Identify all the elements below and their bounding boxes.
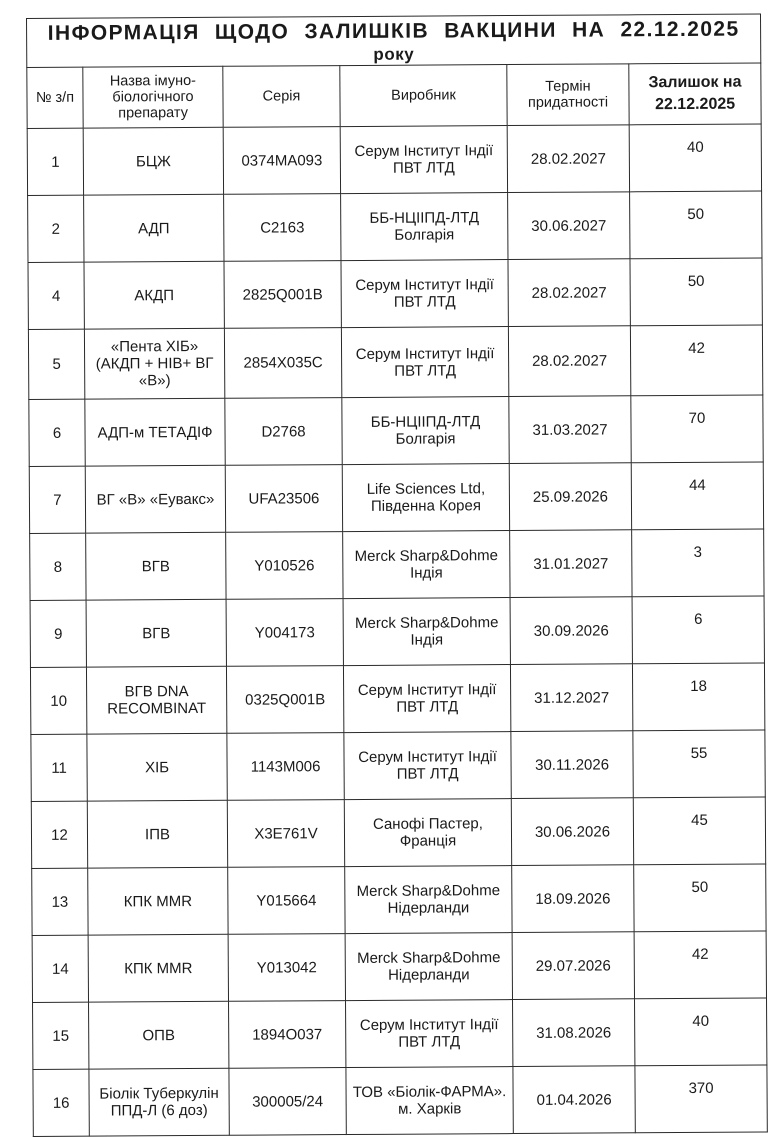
expiry-date-cell: 31.01.2027 <box>510 530 632 598</box>
preparation-name-cell: «Пента ХІБ» (АКДП + HIB+ ВГ «В») <box>84 328 224 399</box>
manufacturer-cell: Merck Sharp&Dohme Нідерланди <box>345 866 512 934</box>
header-series: Серія <box>223 66 340 128</box>
preparation-name-cell: ВГВ <box>86 599 226 667</box>
row-number-cell: 16 <box>33 1069 89 1136</box>
table-row <box>27 124 761 195</box>
title-cell <box>27 14 761 67</box>
manufacturer-cell: Серум Інститут Індії ПВТ ЛТД <box>341 327 508 398</box>
manufacturer-cell: Серум Інститут Індії ПВТ ЛТД <box>341 260 508 328</box>
series-cell: D2768 <box>225 398 342 466</box>
row-number-cell: 7 <box>29 466 85 533</box>
preparation-name-cell: ІПВ <box>87 800 227 868</box>
row-number-cell: 15 <box>33 1002 89 1069</box>
header-preparation-name: Назва імуно-біологічного препарату <box>83 66 223 128</box>
balance-cell: 42 <box>634 931 766 999</box>
preparation-name-cell: АДП-м ТЕТАДІФ <box>85 398 225 466</box>
series-cell: 2825Q001B <box>224 261 341 329</box>
expiry-date-cell: 30.06.2027 <box>508 192 630 260</box>
table-row <box>31 730 765 801</box>
manufacturer-cell: Серум Інститут Індії ПВТ ЛТД <box>343 665 510 733</box>
row-number-cell: 11 <box>31 734 87 801</box>
expiry-date-cell: 25.09.2026 <box>509 463 631 531</box>
balance-cell: 40 <box>635 998 767 1066</box>
manufacturer-cell: Merck Sharp&Dohme Нідерланди <box>345 933 512 1001</box>
manufacturer-cell: Life Sciences Ltd, Південна Корея <box>342 464 509 532</box>
row-number-cell: 1 <box>27 128 83 195</box>
row-number-cell: 8 <box>30 533 86 600</box>
series-cell: 1894O037 <box>229 1001 346 1069</box>
expiry-date-cell: 31.12.2027 <box>510 664 632 732</box>
header-expiry: Термін придатності <box>507 64 629 126</box>
series-cell: 300005/24 <box>229 1068 346 1136</box>
vaccine-stock-document <box>26 14 767 1137</box>
row-number-cell: 4 <box>28 262 84 329</box>
series-cell: Y015664 <box>228 867 345 935</box>
table-row <box>31 797 765 868</box>
manufacturer-cell: Серум Інститут Індії ПВТ ЛТД <box>346 1000 513 1068</box>
preparation-name-cell: КПК MMR <box>88 934 228 1002</box>
table-row <box>28 258 762 329</box>
expiry-date-cell: 28.02.2027 <box>507 125 629 193</box>
series-cell: 2854X035C <box>224 328 341 399</box>
expiry-date-cell: 30.06.2026 <box>511 798 633 866</box>
balance-cell: 3 <box>632 529 764 597</box>
row-number-cell: 14 <box>32 935 88 1002</box>
preparation-name-cell: ВГ «В» «Еувакс» <box>85 465 225 533</box>
expiry-date-cell: 28.02.2027 <box>508 259 630 327</box>
preparation-name-cell: АДП <box>84 194 224 262</box>
series-cell: X3E761V <box>227 800 344 868</box>
preparation-name-cell: АКДП <box>84 261 224 329</box>
expiry-date-cell: 28.02.2027 <box>508 326 630 397</box>
balance-cell: 18 <box>632 663 764 731</box>
table-row <box>28 325 762 399</box>
row-number-cell: 10 <box>30 667 86 734</box>
table-row <box>29 395 763 466</box>
row-number-cell: 6 <box>29 399 85 466</box>
row-number-cell: 9 <box>30 600 86 667</box>
manufacturer-cell: ББ-НЦІІПД-ЛТД Болгарія <box>342 397 509 465</box>
series-cell: 0325Q001B <box>226 666 343 734</box>
balance-cell: 50 <box>630 191 762 259</box>
table-row <box>28 191 762 262</box>
preparation-name-cell: ОПВ <box>89 1001 229 1069</box>
row-number-cell: 12 <box>31 801 87 868</box>
preparation-name-cell: ВГВ <box>86 532 226 600</box>
row-number-cell: 2 <box>28 195 84 262</box>
table-row <box>30 596 764 667</box>
document-title: ІНФОРМАЦІЯ ЩОДО ЗАЛИШКІВ ВАКЦИНИ НА 22.12.2025 <box>47 17 740 45</box>
manufacturer-cell: Серум Інститут Індії ПВТ ЛТД <box>340 126 507 194</box>
series-cell: C2163 <box>224 194 341 262</box>
preparation-name-cell: Біолік Туберкулін ППД-Л (6 доз) <box>89 1068 229 1136</box>
vaccine-stock-table <box>26 14 768 1137</box>
expiry-date-cell: 31.08.2026 <box>513 999 635 1067</box>
row-number-cell: 13 <box>32 868 88 935</box>
table-row <box>30 529 764 600</box>
preparation-name-cell: БЦЖ <box>83 127 223 195</box>
balance-cell: 44 <box>631 462 763 530</box>
series-cell: 0374MA093 <box>223 127 340 195</box>
manufacturer-cell: Merck Sharp&Dohme Індія <box>343 531 510 599</box>
document-title-suffix: року <box>373 44 415 64</box>
expiry-date-cell: 30.09.2026 <box>510 597 632 665</box>
manufacturer-cell: Санофі Пастер, Франція <box>344 799 511 867</box>
balance-cell: 55 <box>633 730 765 798</box>
series-cell: Y010526 <box>226 532 343 600</box>
table-row <box>30 663 764 734</box>
preparation-name-cell: ХІБ <box>87 733 227 801</box>
manufacturer-cell: ББ-НЦІІПД-ЛТД Болгарія <box>341 193 508 261</box>
header-number: № з/п <box>27 67 83 128</box>
header-row <box>27 63 761 128</box>
balance-cell: 45 <box>633 797 765 865</box>
header-manufacturer: Виробник <box>340 65 507 127</box>
series-cell: Y004173 <box>226 599 343 667</box>
table-row <box>33 1065 767 1136</box>
balance-cell: 370 <box>635 1065 767 1133</box>
table-row <box>32 931 766 1002</box>
table-row <box>33 998 767 1069</box>
manufacturer-cell: Серум Інститут Індії ПВТ ЛТД <box>344 732 511 800</box>
balance-cell: 50 <box>630 258 762 326</box>
balance-cell: 40 <box>629 124 761 192</box>
table-row <box>32 864 766 935</box>
expiry-date-cell: 31.03.2027 <box>509 396 631 464</box>
expiry-date-cell: 30.11.2026 <box>511 731 633 799</box>
balance-cell: 70 <box>631 395 763 463</box>
table-row <box>29 462 763 533</box>
series-cell: 1143M006 <box>227 733 344 801</box>
header-balance: Залишок на 22.12.2025 <box>629 63 761 125</box>
series-cell: Y013042 <box>228 934 345 1002</box>
balance-cell: 6 <box>632 596 764 664</box>
preparation-name-cell: КПК MMR <box>88 867 228 935</box>
preparation-name-cell: ВГВ DNA RECOMBINAT <box>86 666 226 734</box>
balance-cell: 50 <box>634 864 766 932</box>
expiry-date-cell: 01.04.2026 <box>513 1066 635 1134</box>
balance-cell: 42 <box>630 325 763 396</box>
manufacturer-cell: Merck Sharp&Dohme Індія <box>343 598 510 666</box>
manufacturer-cell: ТОВ «Біолік-ФАРМА». м. Харків <box>346 1067 513 1135</box>
row-number-cell: 5 <box>28 329 84 399</box>
expiry-date-cell: 18.09.2026 <box>512 865 634 933</box>
expiry-date-cell: 29.07.2026 <box>512 932 634 1000</box>
series-cell: UFA23506 <box>225 465 342 533</box>
